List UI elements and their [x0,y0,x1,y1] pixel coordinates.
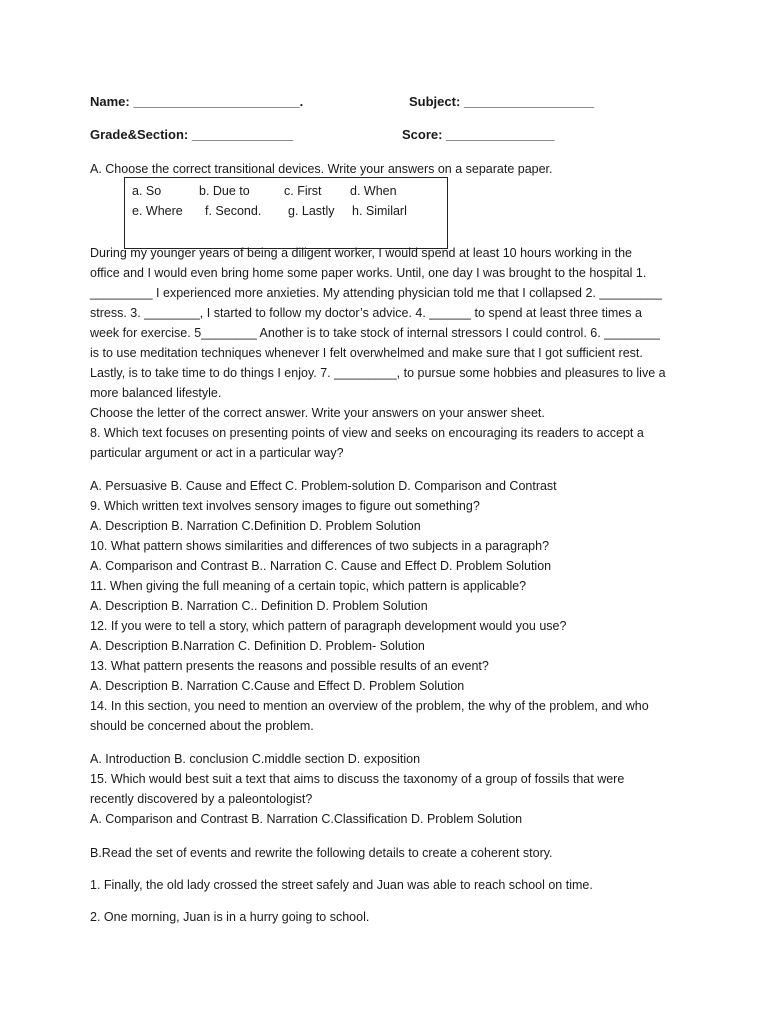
question-14-options: A. Introduction B. conclusion C.middle section D. exposition [90,752,421,766]
question-14-line1: 14. In this section, you need to mention an overview of the problem, the why of the problem, and who [90,699,649,713]
question-8-line1: 8. Which text focuses on presenting points of view and seeks on encouraging its readers to accept a [90,426,644,440]
part-b-item-2: 2. One morning, Juan is in a hurry going to school. [90,910,370,924]
question-15-line2: recently discovered by a paleontologist? [90,792,313,806]
choice-b: b. Due to [199,184,250,198]
question-11-options: A. Description B. Narration C.. Definition D. Problem Solution [90,599,428,613]
question-10: 10. What pattern shows similarities and differences of two subjects in a paragraph? [90,539,550,553]
passage-line: office and I would even bring home some paper works. Until, one day I was brought to the hospital 1. [90,266,647,280]
passage [90,243,690,403]
name-field: Name: _______________________. [90,94,304,109]
choice-h: h. Similarl [352,204,407,218]
question-15-options: A. Comparison and Contrast B. Narration C.Classification D. Problem Solution [90,812,523,826]
choice-c: c. First [284,184,322,198]
question-9: 9. Which written text involves sensory images to figure out something? [90,499,480,513]
question-14-line2: should be concerned about the problem. [90,719,314,733]
passage-line: week for exercise. 5________ Another is to take stock of internal stressors I could control. 6. ________ [90,326,660,340]
question-13: 13. What pattern presents the reasons and possible results of an event? [90,659,489,673]
question-12: 12. If you were to tell a story, which pattern of paragraph development would you use? [90,619,567,633]
question-10-options: A. Comparison and Contrast B.. Narration C. Cause and Effect D. Problem Solution [90,559,552,573]
passage-line: stress. 3. ________, I started to follow my doctor’s advice. 4. ______ to spend at least three times a [90,306,642,320]
choice-g: g. Lastly [288,204,335,218]
grade-section-field: Grade&Section: ______________ [90,127,294,142]
question-9-options: A. Description B. Narration C.Definition D. Problem Solution [90,519,421,533]
score-field: Score: _______________ [402,127,555,142]
question-8-line2: particular argument or act in a particular way? [90,446,344,460]
choice-a: a. So [132,184,162,198]
passage-line: During my younger years of being a diligent worker, I would spend at least 10 hours working in the [90,246,632,260]
question-12-options: A. Description B.Narration C. Definition D. Problem- Solution [90,639,425,653]
question-11: 11. When giving the full meaning of a certain topic, which pattern is applicable? [90,579,527,593]
choice-e: e. Where [132,204,183,218]
part-b-item-1: 1. Finally, the old lady crossed the street safely and Juan was able to reach school on time. [90,878,593,892]
passage-line: _________ I experienced more anxieties. My attending physician told me that I collapsed 2. _________ [90,286,662,300]
passage-line: is to use meditation techniques whenever I felt overwhelmed and make sure that I got sufficient rest. [90,346,643,360]
subject-field: Subject: __________________ [409,94,595,109]
choice-f: f. Second. [205,204,262,218]
question-8-options: A. Persuasive B. Cause and Effect C. Problem-solution D. Comparison and Contrast [90,479,557,493]
part-a-instruction: A. Choose the correct transitional devices. Write your answers on a separate paper. [90,162,553,176]
passage-line: Lastly, is to take time to do things I enjoy. 7. _________, to pursue some hobbies and pleasures to live a [90,366,666,380]
choice-d: d. When [350,184,397,198]
question-13-options: A. Description B. Narration C.Cause and Effect D. Problem Solution [90,679,465,693]
question-15-line1: 15. Which would best suit a text that aims to discuss the taxonomy of a group of fossils that were [90,772,625,786]
part-b-instruction: B.Read the set of events and rewrite the following details to create a coherent story. [90,846,553,860]
mc-instruction: Choose the letter of the correct answer. Write your answers on your answer sheet. [90,406,545,420]
passage-line: more balanced lifestyle. [90,386,222,400]
